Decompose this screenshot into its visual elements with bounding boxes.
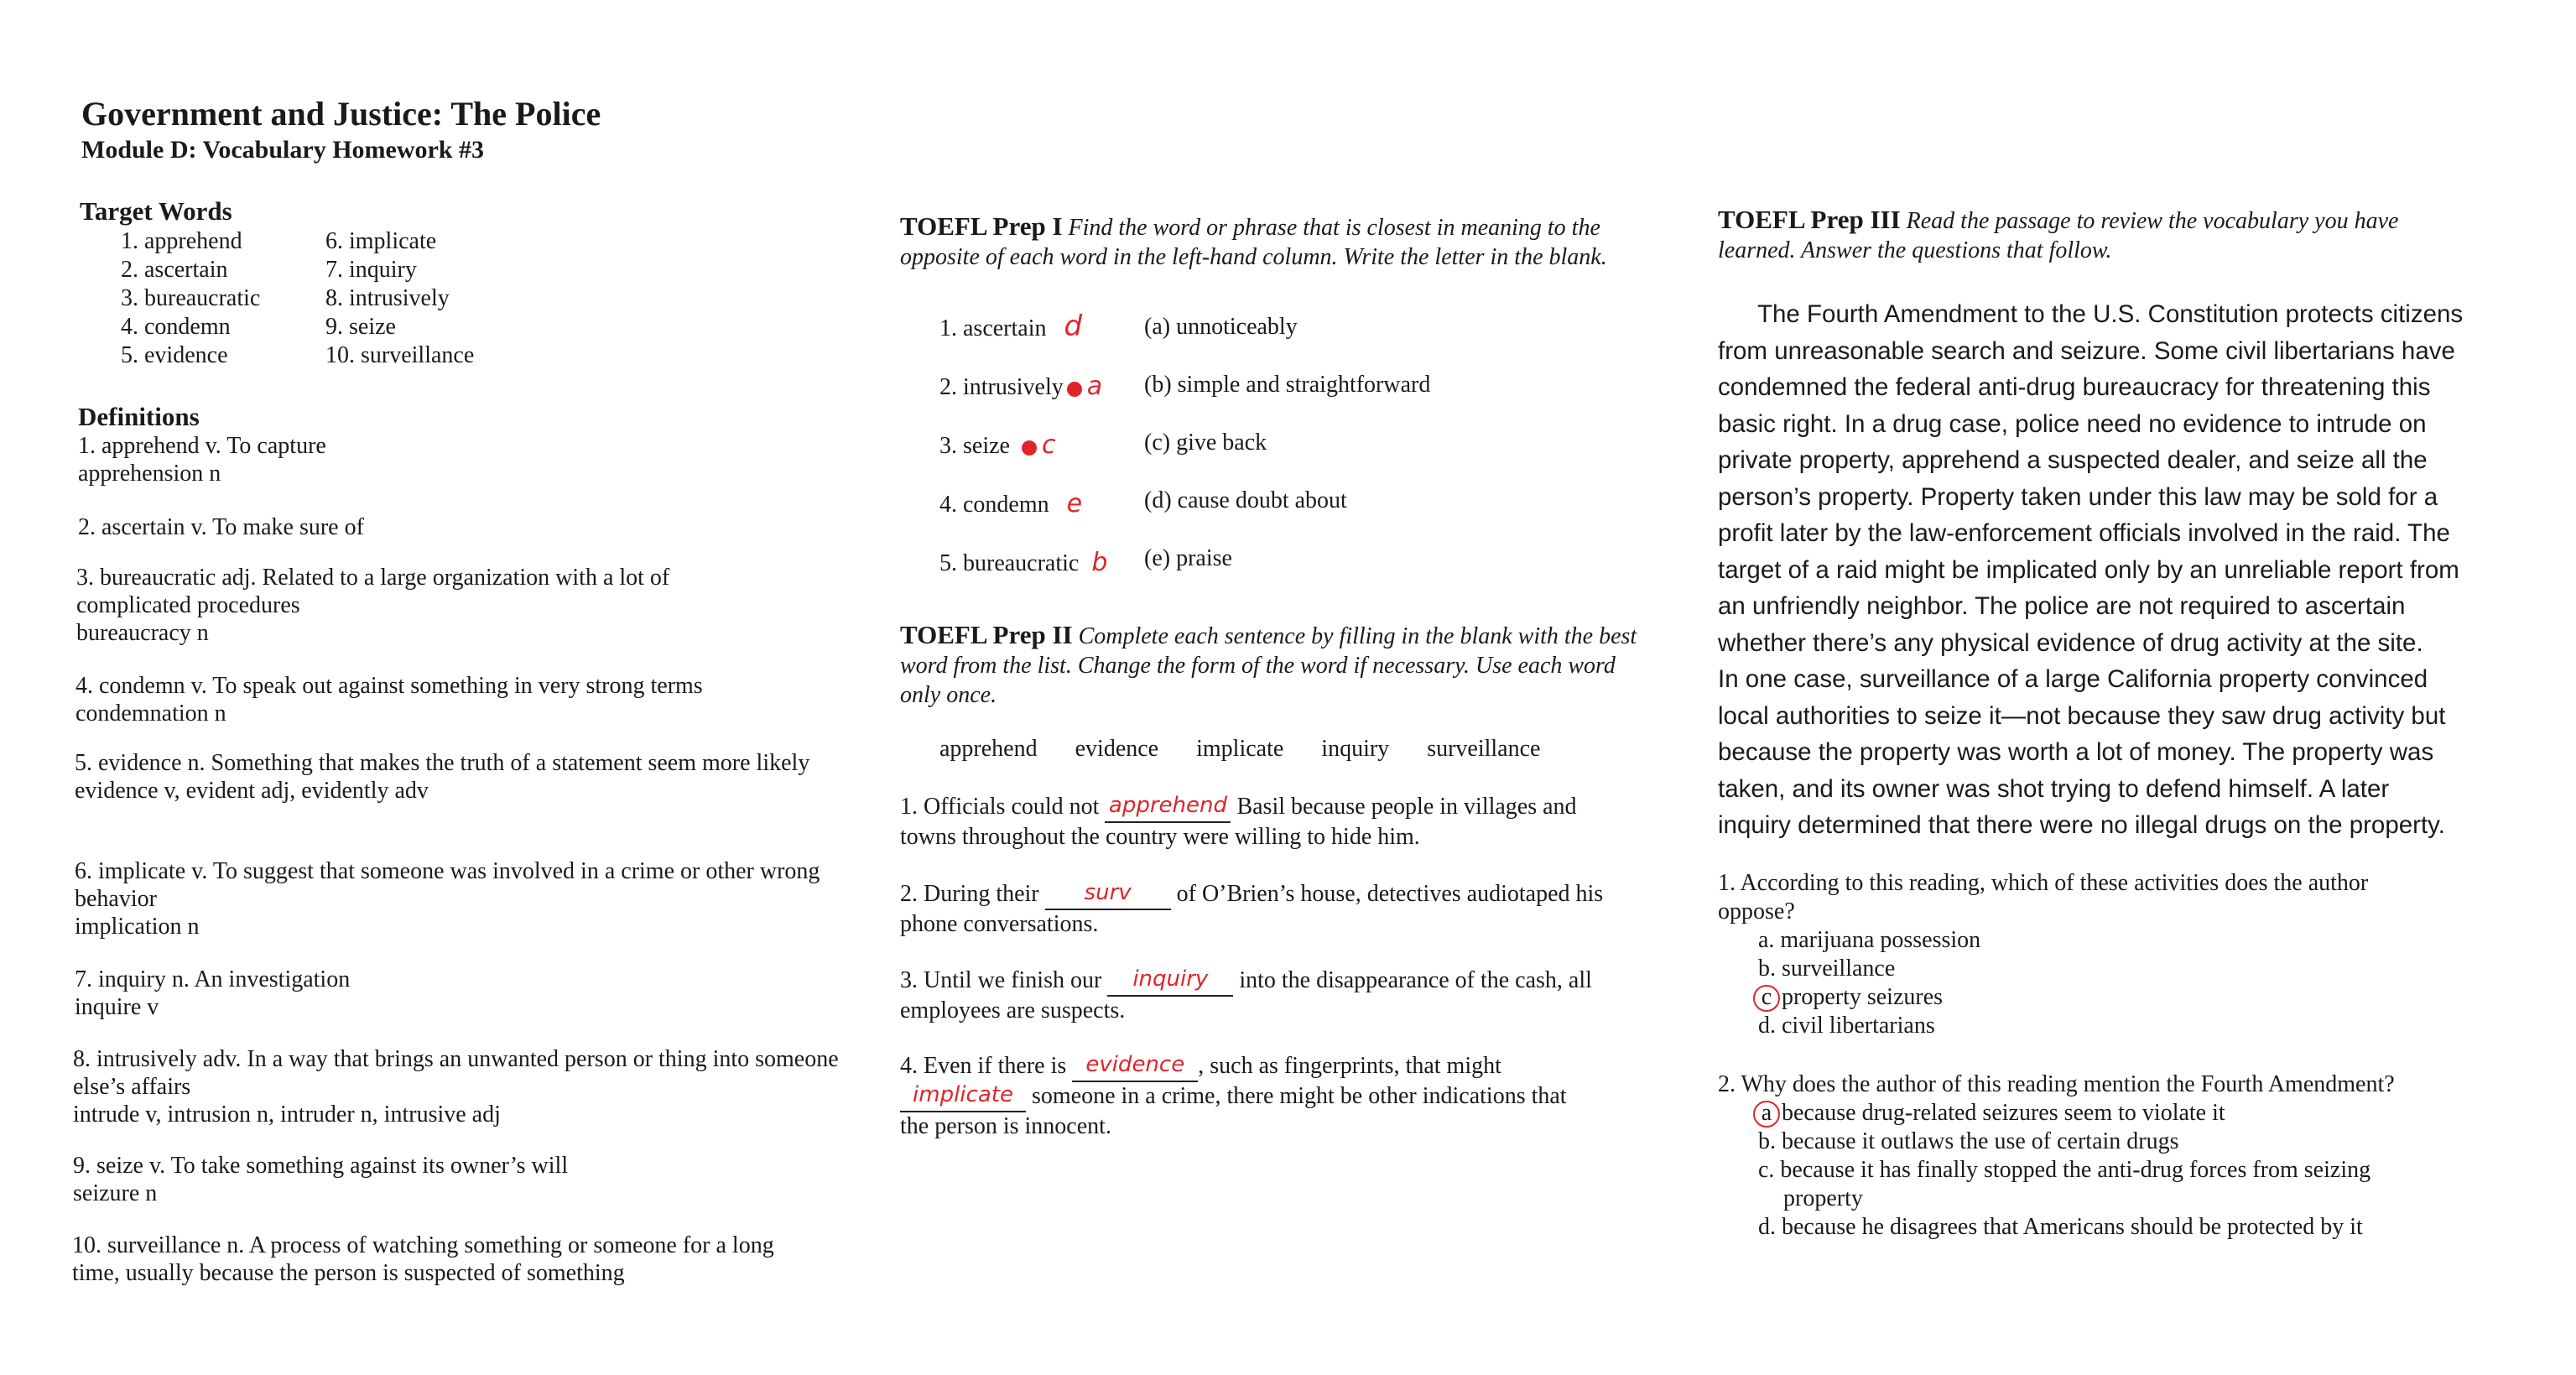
prep1-word-list bbox=[939, 298, 1107, 592]
definition-item bbox=[73, 1152, 861, 1207]
passage-line: condemned the federal anti-drug bureaucracy for threatening this bbox=[1718, 373, 2431, 401]
answer-option[interactable] bbox=[1718, 1099, 2395, 1128]
passage-line: from unreasonable search and seizure. Some civil libertarians have bbox=[1718, 336, 2455, 365]
answer-option[interactable]: b. because it outlaws the use of certain drugs bbox=[1758, 1128, 2179, 1154]
reading-passage bbox=[1718, 296, 2463, 844]
prep2-question-4 bbox=[900, 1052, 1567, 1141]
target-word: 9. seize bbox=[325, 314, 396, 340]
definition-forms: condemnation n bbox=[75, 701, 226, 727]
definition-item bbox=[75, 857, 863, 940]
word-bank-item: apprehend bbox=[939, 736, 1038, 762]
passage-line: whether there’s any physical evidence of drug activity at the site. bbox=[1718, 628, 2423, 657]
definition-text: 1. apprehend v. To capture bbox=[78, 433, 326, 459]
definition-text: 2. ascertain v. To make sure of bbox=[78, 514, 364, 540]
prep3-question-2 bbox=[1718, 1070, 2395, 1242]
target-word: 3. bureaucratic bbox=[121, 285, 261, 311]
definition-item bbox=[73, 1045, 861, 1128]
prep1-answer[interactable]: d bbox=[1064, 310, 1083, 343]
prep2-question-1 bbox=[900, 793, 1577, 852]
passage-line: local authorities to seize it—not because they saw drug activity but bbox=[1718, 701, 2446, 730]
passage-line: because the property was worth a lot of money. The property was bbox=[1718, 738, 2434, 766]
prep1-answer[interactable]: e bbox=[1066, 489, 1083, 518]
answer-option[interactable]: b. surveillance bbox=[1758, 956, 1896, 982]
target-words-list-left bbox=[121, 227, 260, 370]
prep2-word-bank bbox=[939, 735, 1540, 763]
prep2-heading: TOEFL Prep II bbox=[900, 620, 1073, 649]
prep1-option-list bbox=[1144, 298, 1430, 587]
passage-line: person’s property. Property taken under this law may be sold for a bbox=[1718, 482, 2438, 511]
answer-option[interactable]: a. marijuana possession bbox=[1758, 927, 1981, 953]
question-text: the person is innocent. bbox=[900, 1113, 1111, 1139]
passage-line: an unfriendly neighbor. The police are not required to ascertain bbox=[1718, 592, 2406, 620]
prep1-answer[interactable]: b bbox=[1091, 548, 1108, 577]
question-text: oppose? bbox=[1718, 898, 1795, 924]
definition-text: 7. inquiry n. An investigation bbox=[75, 966, 351, 992]
definition-text: 5. evidence n. Something that makes the truth of a statement seem more likely bbox=[75, 750, 810, 776]
question-text: 2. During their bbox=[900, 881, 1039, 907]
answer-blank[interactable] bbox=[900, 1082, 1026, 1112]
prep1-answer[interactable]: c bbox=[1041, 430, 1056, 460]
prep1-word: 1. ascertain bbox=[939, 315, 1047, 341]
prep3-heading: TOEFL Prep III bbox=[1718, 205, 1901, 234]
prep1-row bbox=[939, 534, 1107, 592]
target-words-heading: Target Words bbox=[80, 196, 232, 226]
prep1-row bbox=[939, 357, 1107, 416]
definition-forms: implication n bbox=[75, 914, 200, 940]
prep1-answer[interactable]: a bbox=[1086, 372, 1103, 401]
prep1-word: 5. bureaucratic bbox=[939, 550, 1080, 576]
definition-text: 10. surveillance n. A process of watching something or someone for a long time, usually because the person is suspected of something bbox=[72, 1232, 774, 1286]
prep1-instructions bbox=[900, 211, 1613, 272]
page-title: Government and Justice: The Police bbox=[81, 95, 601, 133]
definitions-heading: Definitions bbox=[78, 402, 200, 431]
question-text: 4. Even if there is bbox=[900, 1053, 1067, 1079]
word-bank-item: evidence bbox=[1075, 736, 1159, 762]
word-bank-item: surveillance bbox=[1427, 736, 1541, 762]
prep3-instruction-text: Read the passage to review the vocabulary you have learned. Answer the questions that follow. bbox=[1718, 208, 2399, 263]
definition-item bbox=[78, 513, 866, 541]
prep1-option: (c) give back bbox=[1144, 430, 1267, 456]
answer-blank[interactable] bbox=[1105, 793, 1231, 823]
prep1-instruction-text: Find the word or phrase that is closest in meaning to the opposite of each word in the left-hand column. Write the letter in the blank. bbox=[900, 215, 1607, 270]
target-word: 7. inquiry bbox=[325, 257, 417, 283]
prep2-question-3 bbox=[900, 966, 1592, 1025]
target-word: 6. implicate bbox=[325, 228, 437, 254]
answer-blank[interactable] bbox=[1045, 880, 1171, 910]
question-text: 1. Officials could not bbox=[900, 794, 1100, 820]
definition-item bbox=[78, 432, 866, 487]
passage-line: In one case, surveillance of a large California property convinced bbox=[1718, 665, 2428, 693]
definition-text: 8. intrusively adv. In a way that brings an unwanted person or thing into someone else’s affairs bbox=[73, 1046, 839, 1100]
definition-text: 3. bureaucratic adj. Related to a large organization with a lot of complicated procedures bbox=[76, 565, 670, 618]
target-word: 4. condemn bbox=[121, 314, 231, 340]
definition-forms: evidence v, evident adj, evidently adv bbox=[75, 778, 429, 804]
prep1-option: (a) unnoticeably bbox=[1144, 314, 1298, 340]
target-word: 10. surveillance bbox=[325, 342, 475, 368]
target-word: 2. ascertain bbox=[121, 257, 228, 283]
definition-forms: apprehension n bbox=[78, 461, 221, 487]
prep1-word: 2. intrusively bbox=[939, 374, 1064, 400]
answer-option[interactable]: d. civil libertarians bbox=[1758, 1013, 1935, 1039]
handwritten-answer: inquiry bbox=[1132, 966, 1209, 992]
definition-forms: bureaucracy n bbox=[76, 620, 209, 646]
definition-item bbox=[75, 966, 863, 1021]
passage-line: taken, and its owner was shot trying to defend himself. A later bbox=[1718, 774, 2390, 803]
question-text: someone in a crime, there might be other indications that bbox=[1032, 1083, 1567, 1109]
definition-item bbox=[75, 749, 863, 805]
target-word: 8. intrusively bbox=[325, 285, 450, 311]
prep1-option: (e) praise bbox=[1144, 545, 1232, 571]
target-words-list-right bbox=[325, 227, 474, 370]
page-subtitle: Module D: Vocabulary Homework #3 bbox=[81, 136, 484, 164]
prep1-word: 3. seize bbox=[939, 433, 1010, 459]
target-word: 1. apprehend bbox=[121, 228, 242, 254]
answer-option-text: property seizures bbox=[1782, 984, 1944, 1010]
definition-forms: seizure n bbox=[73, 1180, 158, 1206]
prep1-row bbox=[939, 475, 1107, 534]
prep2-instructions bbox=[900, 620, 1655, 710]
definition-item bbox=[75, 672, 864, 727]
prep3-instructions bbox=[1718, 205, 2439, 265]
prep1-row bbox=[939, 416, 1107, 475]
prep1-option: (b) simple and straightforward bbox=[1144, 372, 1431, 398]
question-text: into the disappearance of the cash, all bbox=[1239, 967, 1592, 993]
prep1-heading: TOEFL Prep I bbox=[900, 211, 1063, 241]
question-text: 2. Why does the author of this reading mention the Fourth Amendment? bbox=[1718, 1071, 2395, 1097]
passage-line: private property, apprehend a suspected dealer, and seize all the bbox=[1718, 446, 2428, 474]
definition-item bbox=[76, 564, 865, 647]
prep2-question-2 bbox=[900, 880, 1603, 939]
word-bank-item: implicate bbox=[1196, 736, 1284, 762]
question-text: , such as fingerprints, that might bbox=[1198, 1053, 1501, 1079]
answer-option[interactable]: d. because he disagrees that Americans should be protected by it bbox=[1758, 1214, 2363, 1240]
passage-line: The Fourth Amendment to the U.S. Constitution protects citizens bbox=[1757, 300, 2464, 328]
answer-option-text: because drug-related seizures seem to violate it bbox=[1782, 1100, 2225, 1126]
answer-option[interactable]: c. because it has finally stopped the anti-drug forces from seizing bbox=[1758, 1157, 2371, 1183]
answer-blank[interactable] bbox=[1072, 1052, 1198, 1082]
handwritten-answer: surv bbox=[1084, 880, 1132, 905]
ink-blot-icon bbox=[1067, 382, 1082, 397]
target-word: 5. evidence bbox=[121, 342, 228, 368]
question-text: 1. According to this reading, which of these activities does the author bbox=[1718, 870, 2369, 896]
prep1-row bbox=[939, 298, 1107, 357]
question-text: phone conversations. bbox=[900, 911, 1099, 937]
answer-option-continued: property bbox=[1783, 1185, 1863, 1211]
circled-answer-mark: c bbox=[1753, 985, 1780, 1012]
passage-line: profit later by the law-enforcement officials involved in the raid. The bbox=[1718, 519, 2450, 547]
question-text: towns throughout the country were willing to hide him. bbox=[900, 824, 1420, 850]
handwritten-answer: implicate bbox=[913, 1082, 1013, 1107]
handwritten-answer: evidence bbox=[1085, 1052, 1185, 1077]
definition-text: 4. condemn v. To speak out against something in very strong terms bbox=[75, 673, 703, 699]
prep2-instruction-text: Complete each sentence by filling in the blank with the best word from the list. Change the form of the word if necessary. Use each word only once. bbox=[900, 623, 1637, 708]
answer-option[interactable] bbox=[1718, 983, 2368, 1012]
definition-text: 9. seize v. To take something against its owner’s will bbox=[73, 1153, 569, 1179]
ink-blot-icon bbox=[1022, 440, 1037, 456]
prep1-word: 4. condemn bbox=[939, 492, 1049, 518]
definition-item bbox=[72, 1232, 861, 1287]
question-text: 3. Until we finish our bbox=[900, 967, 1102, 993]
definition-forms: inquire v bbox=[75, 994, 159, 1020]
answer-blank[interactable] bbox=[1107, 966, 1233, 997]
question-text: Basil because people in villages and bbox=[1236, 794, 1577, 820]
passage-line: basic right. In a drug case, police need no evidence to intrude on bbox=[1718, 409, 2427, 438]
handwritten-answer: apprehend bbox=[1108, 793, 1227, 818]
question-text: employees are suspects. bbox=[900, 997, 1126, 1023]
definition-text: 6. implicate v. To suggest that someone was involved in a crime or other wrong behavior bbox=[75, 858, 820, 912]
passage-line: inquiry determined that there were no illegal drugs on the property. bbox=[1718, 811, 2445, 839]
circled-answer-mark: a bbox=[1753, 1101, 1780, 1128]
question-text: of O’Brien’s house, detectives audiotaped his bbox=[1176, 881, 1604, 907]
prep1-option: (d) cause doubt about bbox=[1144, 487, 1347, 513]
word-bank-item: inquiry bbox=[1321, 736, 1390, 762]
prep3-question-1 bbox=[1718, 869, 2368, 1040]
definition-forms: intrude v, intrusion n, intruder n, intrusive adj bbox=[73, 1102, 501, 1128]
passage-line: target of a raid might be implicated only by an unreliable report from bbox=[1718, 555, 2459, 584]
